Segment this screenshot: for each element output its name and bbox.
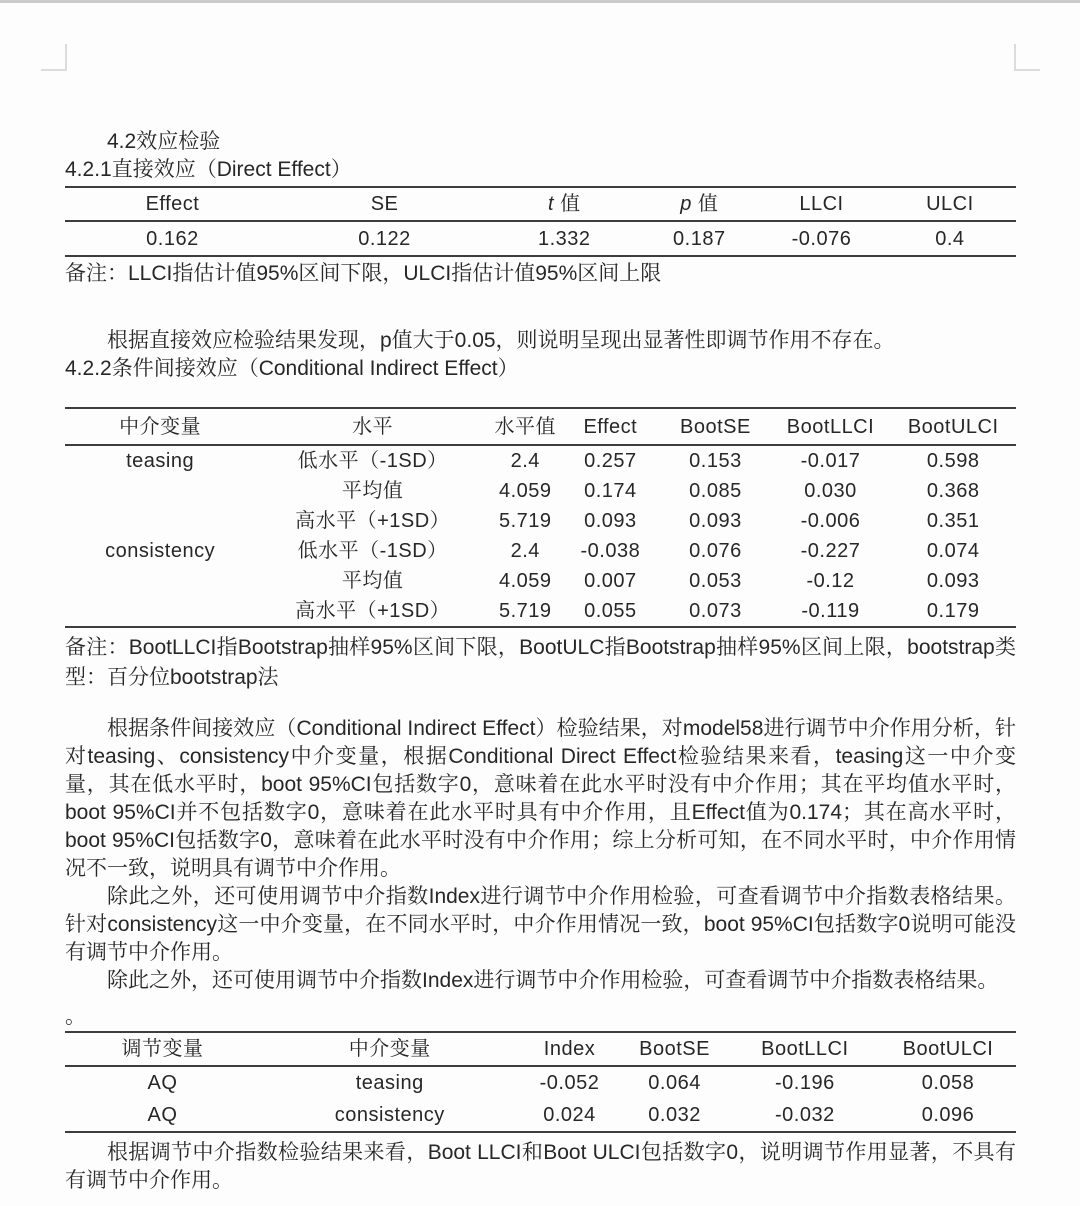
column-header: Effect (560, 408, 660, 445)
column-header: BootLLCI (730, 1032, 880, 1066)
conditional-indirect-effect-table (65, 407, 1016, 628)
column-header: p 值 (639, 187, 759, 221)
column-header: ULCI (884, 187, 1016, 221)
direct-effect-table (65, 186, 1016, 257)
table-row (65, 1099, 1016, 1132)
column-header: 水平 (255, 408, 490, 445)
table-cell: -0.076 (791, 227, 852, 250)
table-header-row (65, 408, 1016, 445)
table-cell: 0.174 (584, 480, 637, 502)
table-cell: 5.719 (498, 600, 552, 622)
table-cell: 高水平（+1SD） (295, 510, 451, 532)
table-cell: 0.153 (689, 450, 742, 472)
table-cell: 0.4 (935, 227, 965, 250)
table-cell: 0.073 (689, 600, 742, 622)
table-header-row (65, 187, 1016, 221)
moderated-mediation-index-table (65, 1031, 1016, 1133)
column-header: 水平值 (490, 408, 560, 445)
table-cell: 5.719 (498, 510, 552, 532)
table-cell: 0.257 (584, 450, 637, 472)
table-cell: 0.074 (926, 540, 980, 562)
column-header: LLCI (759, 187, 884, 221)
table-cell: consistency (105, 540, 216, 562)
table-cell: teasing (355, 1072, 424, 1094)
table-cell: 0.032 (648, 1104, 701, 1126)
table-cell: 0.187 (673, 227, 726, 250)
column-header: SE (280, 187, 489, 221)
table-cell: -0.12 (806, 570, 855, 592)
table-cell: -0.227 (800, 540, 861, 562)
table-row (65, 596, 1016, 627)
table-cell (65, 506, 255, 536)
section-heading-conditional-indirect: 4.2.2条件间接效应（Conditional Indirect Effect） (65, 357, 519, 380)
column-header: Index (520, 1032, 620, 1066)
table-cell: 0.351 (926, 510, 980, 532)
column-header: 调节变量 (65, 1032, 260, 1066)
conditional-analysis-paragraph-2: 除此之外，还可使用调节中介指数Index进行调节中介作用检验，可查看调节中介指数表格结果。针对consistency这一中介变量，在不同水平时，中介作用情况一致，boot 95%CI包括数字0说明可能没有调节中介作用。 (65, 885, 1016, 964)
document-page (65, 0, 1016, 1195)
table-cell: 4.059 (498, 480, 552, 502)
table-cell (65, 596, 255, 627)
table-cell: 0.007 (584, 570, 637, 592)
table-cell: -0.119 (801, 600, 860, 622)
table-cell: 2.4 (510, 450, 540, 472)
conditional-effect-note: 备注：BootLLCI指Bootstrap抽样95%区间下限，BootULC指Bootstrap抽样95%区间上限，bootstrap类型：百分位bootstrap法 (65, 636, 1016, 689)
table-cell: 0.093 (689, 510, 742, 532)
table-cell: 0.076 (689, 540, 742, 562)
table-cell: 平均值 (341, 480, 404, 502)
table-cell: AQ (147, 1104, 178, 1126)
table-cell: 0.058 (921, 1072, 975, 1094)
column-header: BootULCI (890, 408, 1016, 445)
table-cell: -0.032 (774, 1104, 835, 1126)
column-header: BootLLCI (771, 408, 891, 445)
table-cell: 0.055 (584, 600, 637, 622)
table-cell: 4.059 (498, 570, 552, 592)
direct-effect-note: 备注：LLCI指估计值95%区间下限，ULCI指估计值95%区间上限 (65, 262, 662, 285)
conditional-analysis-paragraph-1: 根据条件间接效应（Conditional Indirect Effect）检验结果，对model58进行调节中介作用分析，针对teasing、consistency中介变量，根据Conditional Direct Effect检验结果来看，teasing这一中介变量，其在低水平时，boot 95%CI包括数字0，意味着在此水平时没有中介作用；其在平均值水平时，boot 95%CI并不包括数字0，意味着在此水平时具有中介作用，且Effect值为0.174；其在高水平时，boot 95%CI包括数字0，意味着在此水平时没有中介作用；综上分析可知，在不同水平时，中介作用情况不一致，说明具有调节中介作用。 (65, 717, 1016, 880)
table-row (65, 221, 1016, 256)
direct-effect-paragraph: 根据直接效应检验结果发现，p值大于0.05，则说明呈现出显著性即调节作用不存在。 (107, 329, 895, 352)
table-header-row (65, 1032, 1016, 1066)
table-row (65, 506, 1016, 536)
table-cell: 高水平（+1SD） (295, 600, 451, 622)
table-cell: -0.017 (800, 450, 861, 472)
table-cell: 0.598 (926, 450, 980, 472)
page-corner-mark-left (41, 44, 67, 71)
table-cell: -0.006 (800, 510, 861, 532)
table-cell: teasing (126, 450, 195, 472)
conditional-analysis-paragraph-3: 除此之外，还可使用调节中介指数Index进行调节中介作用检验，可查看调节中介指数表格结果。 (107, 969, 999, 992)
column-header: 中介变量 (65, 408, 255, 445)
section-heading-direct-effect: 4.2.1直接效应（Direct Effect） (65, 158, 352, 181)
table-cell: 低水平（-1SD） (297, 450, 448, 472)
table-cell: 0.030 (804, 480, 857, 502)
table-cell: 1.332 (537, 227, 591, 250)
table-cell: -0.196 (774, 1072, 835, 1094)
table-cell: 0.064 (648, 1072, 701, 1094)
column-header: BootULCI (880, 1032, 1016, 1066)
table-cell: 2.4 (510, 540, 540, 562)
table-cell: 0.024 (543, 1104, 596, 1126)
table-row (65, 566, 1016, 596)
table-cell: 0.179 (926, 600, 980, 622)
table-cell: 0.096 (921, 1104, 975, 1126)
table-cell: AQ (147, 1072, 178, 1094)
table-cell: 0.368 (926, 480, 980, 502)
section-heading-effect-test: 4.2效应检验 (107, 130, 221, 153)
table-cell: consistency (334, 1104, 445, 1126)
table-cell: 0.053 (689, 570, 742, 592)
table-row (65, 476, 1016, 506)
table-cell: -0.038 (580, 540, 641, 562)
index-conclusion-paragraph: 根据调节中介指数检验结果来看，Boot LLCI和Boot ULCI包括数字0，说明调节作用显著，不具有有调节中介作用。 (65, 1141, 1016, 1192)
column-header: BootSE (619, 1032, 729, 1066)
table-row (65, 1066, 1016, 1099)
column-header: BootSE (660, 408, 770, 445)
table-cell: 低水平（-1SD） (297, 540, 448, 562)
page-corner-mark-right (1014, 44, 1040, 71)
stray-period-line: 。 (65, 1005, 86, 1028)
table-row (65, 445, 1016, 476)
table-cell: 0.085 (689, 480, 742, 502)
table-cell: 0.093 (584, 510, 637, 532)
column-header: t 值 (489, 187, 639, 221)
column-header: Effect (65, 187, 280, 221)
table-cell: 0.162 (146, 227, 199, 250)
table-cell: 0.093 (926, 570, 980, 592)
table-cell (65, 476, 255, 506)
table-cell: -0.052 (539, 1072, 600, 1094)
column-header: 中介变量 (260, 1032, 520, 1066)
table-row (65, 536, 1016, 566)
table-cell (65, 566, 255, 596)
table-cell: 0.122 (358, 227, 411, 250)
table-cell: 平均值 (341, 570, 404, 592)
